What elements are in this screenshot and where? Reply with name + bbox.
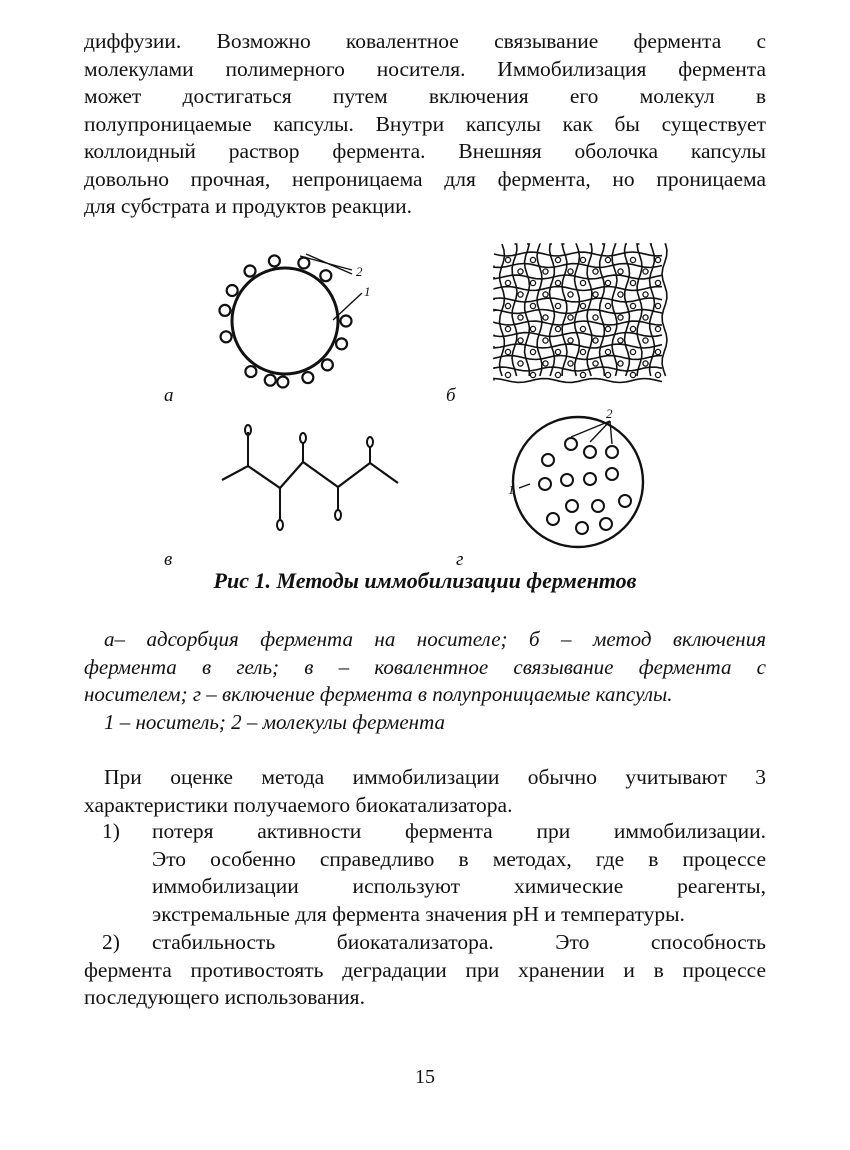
panel-a-adsorption-drawing	[219, 254, 370, 387]
enzyme-molecules	[539, 438, 631, 534]
legend-line: а– адсорбция фермента на носителе; б – метод включения	[104, 627, 766, 651]
text-line: коллоидный раствор фермента. Внешняя оболочка капсулы	[84, 139, 766, 163]
legend-line: носителем; г – включение фермента в полупроницаемые капсулы.	[84, 682, 673, 706]
text-line: стабильность биокатализатора. Это способность	[152, 930, 766, 954]
intro-paragraph	[84, 764, 766, 819]
list-item-1	[84, 818, 766, 928]
capsule-circle	[513, 417, 643, 547]
figure-drawing	[0, 230, 850, 590]
panel-b-gel-drawing	[494, 244, 667, 382]
panel-g-capsule-drawing	[508, 406, 643, 547]
callout-label-2: 2	[356, 264, 363, 279]
enzyme-molecules	[219, 255, 351, 387]
text-line: иммобилизации используют химические реагенты,	[152, 874, 766, 898]
figure-legend	[84, 626, 766, 736]
legend-line: 1 – носитель; 2 – молекулы фермента	[104, 709, 445, 734]
panel-label-v: в	[164, 549, 173, 570]
panel-label-g: г	[456, 549, 464, 570]
text-line: последующего использования.	[84, 985, 365, 1009]
callout-label-2: 2	[606, 406, 613, 421]
text-line: молекулами полимерного носителя. Иммобилизация фермента	[84, 56, 766, 81]
text-line: довольно прочная, непроницаема для фермента, но проницаема	[84, 166, 766, 191]
callout-label-1: 1	[508, 482, 515, 497]
gel-mesh	[494, 244, 667, 382]
panel-label-b: б	[446, 385, 456, 406]
carrier-circle	[232, 268, 338, 374]
text-line: для субстрата и продуктов реакции.	[84, 194, 413, 218]
text-line: характеристики получаемого биокатализатора.	[84, 792, 513, 817]
text-line: Это особенно справедливо в методах, где в процессе	[152, 846, 766, 871]
text-line: потеря активности фермента при иммобилизации.	[152, 819, 766, 843]
figure-caption: Рис 1. Методы иммобилизации ферментов	[213, 568, 637, 593]
list-number: 2)	[102, 930, 120, 954]
callout-label-1: 1	[364, 284, 371, 299]
text-line: экстремальные для фермента значения pH и температуры.	[152, 901, 685, 926]
figure-immobilization-methods	[0, 230, 850, 590]
text-line: диффузии. Возможно ковалентное связывание фермента с	[84, 29, 766, 53]
legend-line: фермента в гель; в – ковалентное связывание фермента с	[84, 654, 766, 679]
text-line: может достигаться путем включения его молекул в	[84, 84, 766, 108]
text-line: фермента противостоять деградации при хранении и в процессе	[84, 957, 766, 982]
panel-label-a: а	[164, 385, 174, 406]
panel-v-covalent-drawing	[222, 425, 398, 530]
page-number: 15	[415, 1066, 435, 1088]
text-line: полупроницаемые капсулы. Внутри капсулы как бы существует	[84, 111, 766, 136]
list-item-2	[84, 929, 766, 1012]
list-number: 1)	[102, 819, 120, 843]
text-line: При оценке метода иммобилизации обычно учитывают 3	[104, 765, 766, 789]
top-paragraph	[84, 28, 766, 221]
